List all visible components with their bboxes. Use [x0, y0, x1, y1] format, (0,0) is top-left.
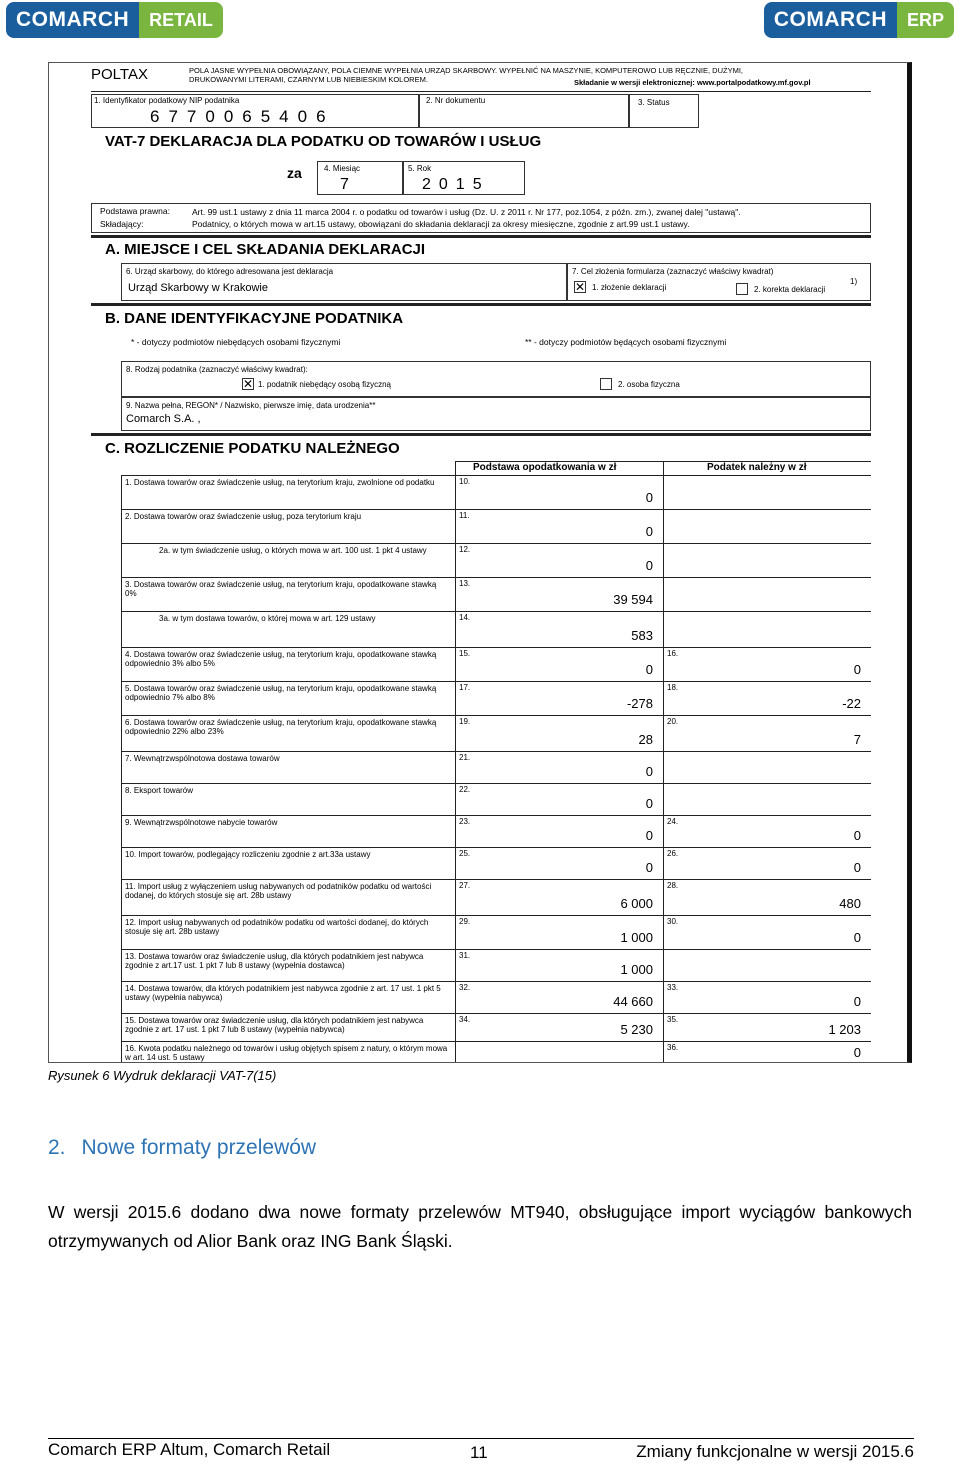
- base-amount: -278: [626, 696, 653, 711]
- logo-brand: COMARCH: [6, 2, 139, 38]
- instructions-line-3: Składanie w wersji elektronicznej: www.portalpodatkowy.mf.gov.pl: [574, 78, 811, 87]
- base-amount: 1 000: [620, 930, 653, 945]
- taxpayer-name-value: Comarch S.A. ,: [126, 413, 201, 425]
- row-divider: [121, 1013, 871, 1014]
- row-label: 7. Wewnątrzwspólnotowa dostawa towarów: [125, 754, 280, 763]
- filer-text: Podatnicy, o których mowa w art.15 ustawy, obowiązani do składania deklaracji za okresy miesięczne, zgodnie z art.99 ust.1 ustawy.: [192, 219, 690, 229]
- tax-amount: 1 203: [828, 1022, 861, 1037]
- row-divider: [121, 543, 871, 544]
- month-value: 7: [340, 176, 349, 193]
- tax-amount: 0: [853, 930, 861, 945]
- nip-value: 6770065406: [150, 107, 335, 126]
- row-label: 13. Dostawa towarów oraz świadczenie usług, dla których podatnikiem jest nabywca zgodnie z art.17 ust. 1 pkt 7 lub 8 ustawy (wypełnia dostawca): [125, 952, 424, 970]
- comarch-erp-logo: [764, 2, 954, 38]
- row-label: 1. Dostawa towarów oraz świadczenie usług, na terytorium kraju, zwolnione od podatku: [125, 478, 435, 487]
- footer-right-text: Zmiany funkcjonalne w wersji 2015.6: [636, 1442, 914, 1461]
- base-field-number: 11.: [459, 511, 470, 520]
- base-field-number: 14.: [459, 613, 471, 622]
- row-label: 16. Kwota podatku należnego od towarów i usług objętych spisem z natury, o którym mowa w art. 14 ust. 5 ustawy: [125, 1044, 448, 1062]
- tax-amount: 7: [853, 732, 861, 747]
- column-tax-header: Podatek należny w zł: [707, 462, 807, 473]
- row-divider: [121, 879, 871, 880]
- base-field-number: 25.: [459, 849, 471, 858]
- note-natural-persons: ** - dotyczy podmiotów będących osobami fizycznymi: [525, 337, 727, 347]
- tax-office-field: [121, 263, 567, 301]
- tax-amount: 0: [853, 828, 861, 843]
- status-field: [629, 94, 699, 128]
- base-field-number: 19.: [459, 717, 471, 726]
- tax-amount: 0: [853, 1045, 861, 1060]
- row-divider: [121, 715, 871, 716]
- taxpayer-type-label: 8. Rodzaj podatnika (zaznaczyć właściwy kwadrat):: [126, 365, 308, 374]
- logo-brand: COMARCH: [764, 2, 897, 38]
- purpose-field: [567, 263, 871, 301]
- row-divider: [121, 783, 871, 784]
- row-label: 14. Dostawa towarów, dla których podatnikiem jest nabywca zgodnie z art. 17 ust. 1 pkt 5 ustawy (wypełnia nabywca): [125, 984, 441, 1002]
- base-field-number: 32.: [459, 983, 471, 992]
- base-field-number: 31.: [459, 951, 471, 960]
- base-field-number: 22.: [459, 785, 471, 794]
- base-amount: 583: [631, 628, 653, 643]
- tax-field-number: 24.: [667, 817, 679, 826]
- purpose-option-1: 1. złożenie deklaracji: [592, 283, 667, 292]
- section-heading: [48, 1136, 316, 1160]
- status-label: 3. Status: [638, 98, 670, 107]
- row-divider: [121, 751, 871, 752]
- row-divider: [121, 475, 871, 476]
- section-title: Nowe formaty przelewów: [81, 1136, 317, 1159]
- tax-field-number: 20.: [667, 717, 679, 726]
- section-number: 2.: [48, 1136, 66, 1159]
- taxpayer-type-person-checkbox: [600, 378, 612, 390]
- logo-product: RETAIL: [139, 2, 223, 38]
- purpose-footnote: 1): [850, 277, 858, 286]
- row-label: 11. Import usług z wyłączeniem usług nabywanych od podatników podatku od wartości dodanej, do których stosuje się art. 28b ustawy: [125, 882, 432, 900]
- tax-field-number: 33.: [667, 983, 679, 992]
- body-paragraph: W wersji 2015.6 dodano dwa nowe formaty przelewów MT940, obsługujące import wyciągów bankowych otrzymywanych od Alior Bank oraz ING Bank Śląski.: [48, 1202, 912, 1251]
- row-label: 5. Dostawa towarów oraz świadczenie usług, na terytorium kraju, opodatkowane stawką odpowiednio 7% albo 8%: [125, 684, 437, 702]
- section-a-title: A. MIEJSCE I CEL SKŁADANIA DEKLARACJI: [105, 241, 426, 258]
- instructions-line-1: POLA JASNE WYPEŁNIA OBOWIĄZANY, POLA CIEMNE WYPEŁNIA URZĄD SKARBOWY. WYPEŁNIĆ NA MASZYNIE, KOMPUTEROWO LUB RĘCZNIE, DUŻYMI,: [189, 66, 744, 75]
- year-label: 5. Rok: [408, 164, 432, 173]
- base-amount: 28: [638, 732, 653, 747]
- tax-field-number: 28.: [667, 881, 679, 890]
- figure-caption: Rysunek 6 Wydruk deklaracji VAT-7(15): [48, 1068, 277, 1083]
- year-value: 2015: [422, 176, 490, 193]
- tax-office-value: Urząd Skarbowy w Krakowie: [128, 282, 268, 294]
- form-title: VAT-7 DEKLARACJA DLA PODATKU OD TOWARÓW I USŁUG: [105, 133, 542, 150]
- base-amount: 0: [645, 828, 653, 843]
- base-amount: 0: [645, 764, 653, 779]
- base-field-number: 21.: [459, 753, 471, 762]
- base-field-number: 10.: [459, 477, 471, 486]
- base-amount: 44 660: [613, 994, 653, 1009]
- row-divider: [121, 577, 871, 578]
- footer-left-text: Comarch ERP Altum, Comarch Retail: [48, 1440, 331, 1459]
- instructions-line-2: DRUKOWANYMI LITERAMI, CZARNYM LUB NIEBIESKIM KOLOREM.: [189, 75, 428, 84]
- tax-amount: 0: [853, 994, 861, 1009]
- row-divider: [121, 681, 871, 682]
- year-field: [403, 161, 525, 195]
- tax-field-number: 18.: [667, 683, 679, 692]
- tax-field-number: 30.: [667, 917, 679, 926]
- base-field-number: 15.: [459, 649, 471, 658]
- row-label: 2. Dostawa towarów oraz świadczenie usług, poza terytorium kraju: [125, 512, 362, 521]
- row-label: 9. Wewnątrzwspólnotowe nabycie towarów: [125, 818, 278, 827]
- row-divider: [121, 847, 871, 848]
- row-label: 15. Dostawa towarów oraz świadczenie usług, dla których podatnikiem jest nabywca zgodnie z art. 17 ust. 1 pkt 7 lub 8 ustawy (wypełnia nabywca): [125, 1016, 424, 1034]
- tax-amount: -22: [842, 696, 861, 711]
- row-label: 4. Dostawa towarów oraz świadczenie usług, na terytorium kraju, opodatkowane stawką odpowiednio 3% albo 5%: [125, 650, 437, 668]
- base-amount: 6 000: [620, 896, 653, 911]
- doc-number-label: 2. Nr dokumentu: [426, 96, 486, 105]
- taxpayer-type-option-2: 2. osoba fizyczna: [618, 380, 680, 389]
- row-divider: [121, 949, 871, 950]
- tax-field-number: 36.: [667, 1043, 679, 1052]
- base-amount: 0: [645, 558, 653, 573]
- legal-basis-box: [91, 203, 871, 233]
- purpose-label: 7. Cel złożenia formularza (zaznaczyć właściwy kwadrat): [572, 267, 774, 276]
- row-divider: [121, 915, 871, 916]
- row-divider: [121, 509, 871, 510]
- base-field-number: 34.: [459, 1015, 471, 1024]
- base-amount: 39 594: [613, 592, 653, 607]
- row-divider: [121, 611, 871, 612]
- row-label: 12. Import usług nabywanych od podatników podatku od wartości dodanej, do których stosuje się art. 28b ustawy: [125, 918, 429, 936]
- base-field-number: 12.: [459, 545, 471, 554]
- month-field: [317, 161, 403, 195]
- base-amount: 0: [645, 796, 653, 811]
- tax-field-number: 35.: [667, 1015, 679, 1024]
- base-field-number: 23.: [459, 817, 471, 826]
- base-field-number: 13.: [459, 579, 471, 588]
- za-label: za: [287, 165, 302, 181]
- base-amount: 0: [645, 662, 653, 677]
- tax-amount: 480: [839, 896, 861, 911]
- base-amount: 0: [645, 490, 653, 505]
- purpose-correction-checkbox: [736, 283, 748, 295]
- tax-amount: 0: [853, 662, 861, 677]
- purpose-option-2: 2. korekta deklaracji: [754, 285, 826, 294]
- taxpayer-type-entity-checkbox: ✕: [243, 377, 254, 391]
- column-base-header: Podstawa opodatkowania w zł: [473, 462, 617, 473]
- taxpayer-type-field: [121, 361, 871, 397]
- taxpayer-type-option-1: 1. podatnik niebędący osobą fizyczną: [258, 380, 391, 389]
- row-label: 2a. w tym świadczenie usług, o których mowa w art. 100 ust. 1 pkt 4 ustawy: [159, 546, 427, 555]
- doc-number-field: [419, 94, 629, 128]
- row-label: 10. Import towarów, podlegający rozliczeniu zgodnie z art.33a ustawy: [125, 850, 371, 859]
- vat7-form-scan: [48, 62, 912, 1063]
- base-amount: 0: [645, 524, 653, 539]
- section-b-title: B. DANE IDENTYFIKACYJNE PODATNIKA: [105, 310, 404, 327]
- base-amount: 1 000: [620, 962, 653, 977]
- poltax-label: POLTAX: [91, 66, 148, 83]
- row-divider: [121, 981, 871, 982]
- base-amount: 0: [645, 860, 653, 875]
- row-divider: [121, 647, 871, 648]
- row-label: 6. Dostawa towarów oraz świadczenie usług, na terytorium kraju, opodatkowane stawką odpowiednio 22% albo 23%: [125, 718, 437, 736]
- nip-field: [91, 94, 419, 128]
- section-c-title: C. ROZLICZENIE PODATKU NALEŻNEGO: [105, 440, 400, 457]
- row-label: 8. Eksport towarów: [125, 786, 194, 795]
- row-divider: [121, 1041, 871, 1042]
- base-field-number: 27.: [459, 881, 471, 890]
- note-legal-entities: * - dotyczy podmiotów niebędących osobami fizycznymi: [131, 337, 341, 347]
- legal-basis-text: Art. 99 ust.1 ustawy z dnia 11 marca 2004 r. o podatku od towarów i usług (Dz. U. z 2011 r. Nr 177, poz.1054, z późn. zm.), zwanej dalej "ustawą".: [192, 207, 741, 217]
- footer-rule: [48, 1438, 914, 1439]
- logo-product: ERP: [897, 2, 954, 38]
- taxpayer-name-field: [121, 397, 871, 431]
- month-label: 4. Miesiąc: [324, 164, 361, 173]
- page-number: 11: [470, 1443, 488, 1462]
- tax-field-number: 26.: [667, 849, 679, 858]
- base-field-number: 29.: [459, 917, 471, 926]
- base-field-number: 17.: [459, 683, 471, 692]
- row-label: 3. Dostawa towarów oraz świadczenie usług, na terytorium kraju, opodatkowane stawką 0%: [125, 580, 437, 598]
- tax-field-number: 16.: [667, 649, 679, 658]
- tax-amount: 0: [853, 860, 861, 875]
- row-label: 3a. w tym dostawa towarów, o której mowa w art. 129 ustawy: [159, 614, 376, 623]
- nip-label: 1. Identyfikator podatkowy NIP podatnika: [94, 96, 240, 105]
- legal-basis-label: Podstawa prawna:: [100, 206, 170, 216]
- tax-office-label: 6. Urząd skarbowy, do którego adresowana jest deklaracja: [126, 267, 334, 276]
- base-amount: 5 230: [620, 1022, 653, 1037]
- row-divider: [121, 815, 871, 816]
- filer-label: Składający:: [100, 219, 144, 229]
- comarch-retail-logo: [6, 2, 223, 38]
- taxpayer-name-label: 9. Nazwa pełna, REGON* / Nazwisko, pierwsze imię, data urodzenia**: [126, 401, 376, 410]
- purpose-submission-checkbox: ✕: [575, 280, 586, 294]
